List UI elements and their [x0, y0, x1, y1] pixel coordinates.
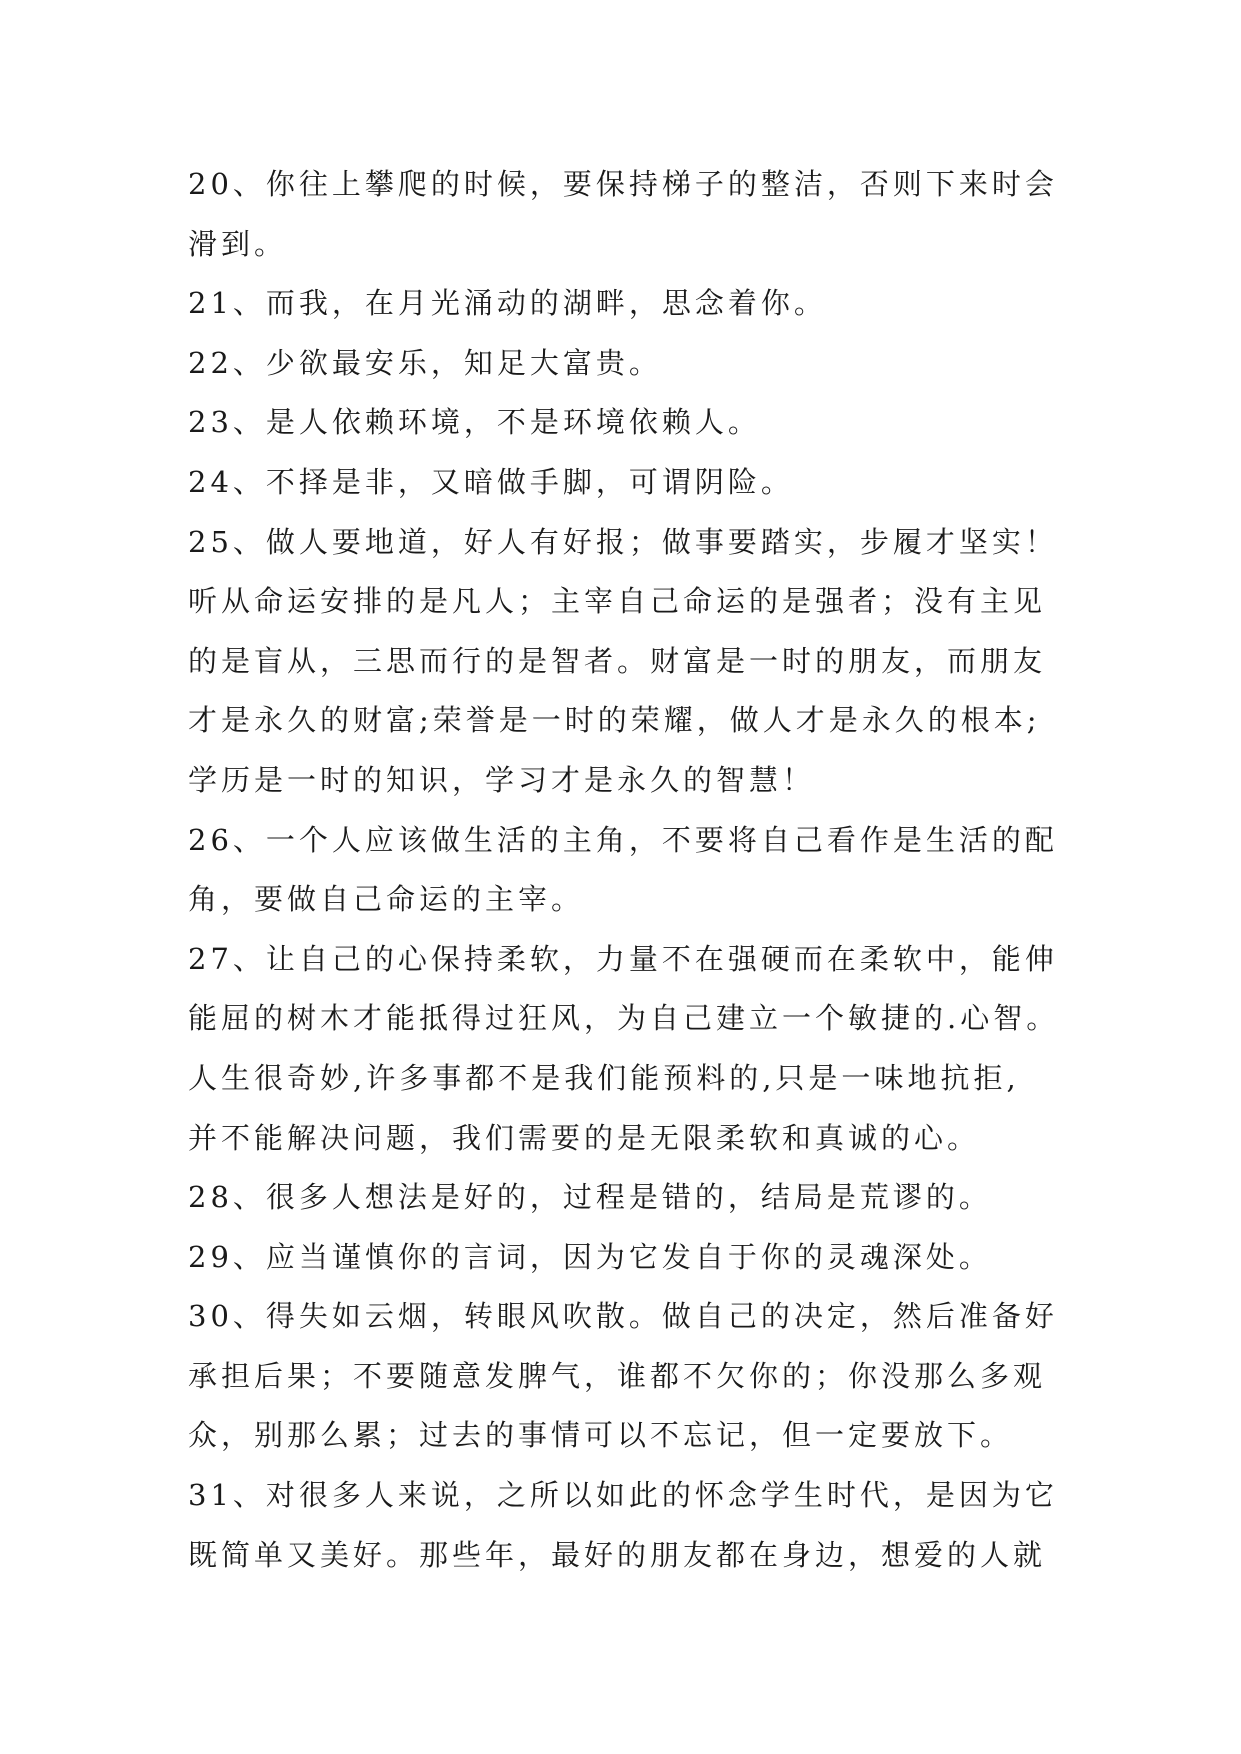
text-line: 众，别那么累；过去的事情可以不忘记，但一定要放下。	[188, 1418, 1014, 1453]
text-line: 承担后果；不要随意发脾气，谁都不欠你的；你没那么多观	[188, 1358, 1047, 1393]
text-line: 的是盲从，三思而行的是智者。财富是一时的朋友，而朋友	[188, 643, 1047, 678]
text-line: 滑到。	[188, 226, 288, 261]
text-line: 听从命运安排的是凡人；主宰自己命运的是强者；没有主见	[188, 584, 1047, 619]
text-line: 20、你往上攀爬的时候，要保持梯子的整洁，否则下来时会	[188, 167, 1058, 201]
text-line: 23、是人依赖环境，不是环境依赖人。	[188, 405, 761, 440]
text-line: 22、少欲最安乐，知足大富贵。	[188, 345, 662, 380]
text-line: 27、让自己的心保持柔软，力量不在强硬而在柔软中，能伸	[188, 941, 1058, 976]
text-line: 能屈的树木才能抵得过狂风，为自己建立一个敏捷的.心智。	[188, 1001, 1060, 1036]
document-body	[188, 155, 1068, 1585]
text-line: 学历是一时的知识，学习才是永久的智慧！	[188, 762, 816, 797]
text-line: 并不能解决问题，我们需要的是无限柔软和真诚的心。	[188, 1120, 981, 1155]
text-line: 人生很奇妙,许多事都不是我们能预料的,只是一味地抗拒,	[188, 1060, 1020, 1095]
text-line: 24、不择是非，又暗做手脚，可谓阴险。	[188, 464, 794, 499]
text-line: 28、很多人想法是好的，过程是错的，结局是荒谬的。	[188, 1180, 992, 1215]
text-line: 角，要做自己命运的主宰。	[188, 882, 585, 917]
text-line: 29、应当谨慎你的言词，因为它发自于你的灵魂深处。	[188, 1239, 992, 1274]
text-line: 31、对很多人来说，之所以如此的怀念学生时代，是因为它	[188, 1478, 1058, 1513]
text-line: 30、得失如云烟，转眼风吹散。做自己的决定，然后准备好	[188, 1299, 1058, 1334]
text-line: 26、一个人应该做生活的主角，不要将自己看作是生活的配	[188, 822, 1058, 857]
text-line: 21、而我，在月光涌动的湖畔，思念着你。	[188, 286, 827, 321]
text-line: 既简单又美好。那些年，最好的朋友都在身边，想爱的人就	[188, 1537, 1047, 1572]
text-line: 25、做人要地道，好人有好报；做事要踏实，步履才坚实！	[188, 524, 1058, 559]
text-line: 才是永久的财富;荣誉是一时的荣耀，做人才是永久的根本;	[188, 703, 1041, 738]
